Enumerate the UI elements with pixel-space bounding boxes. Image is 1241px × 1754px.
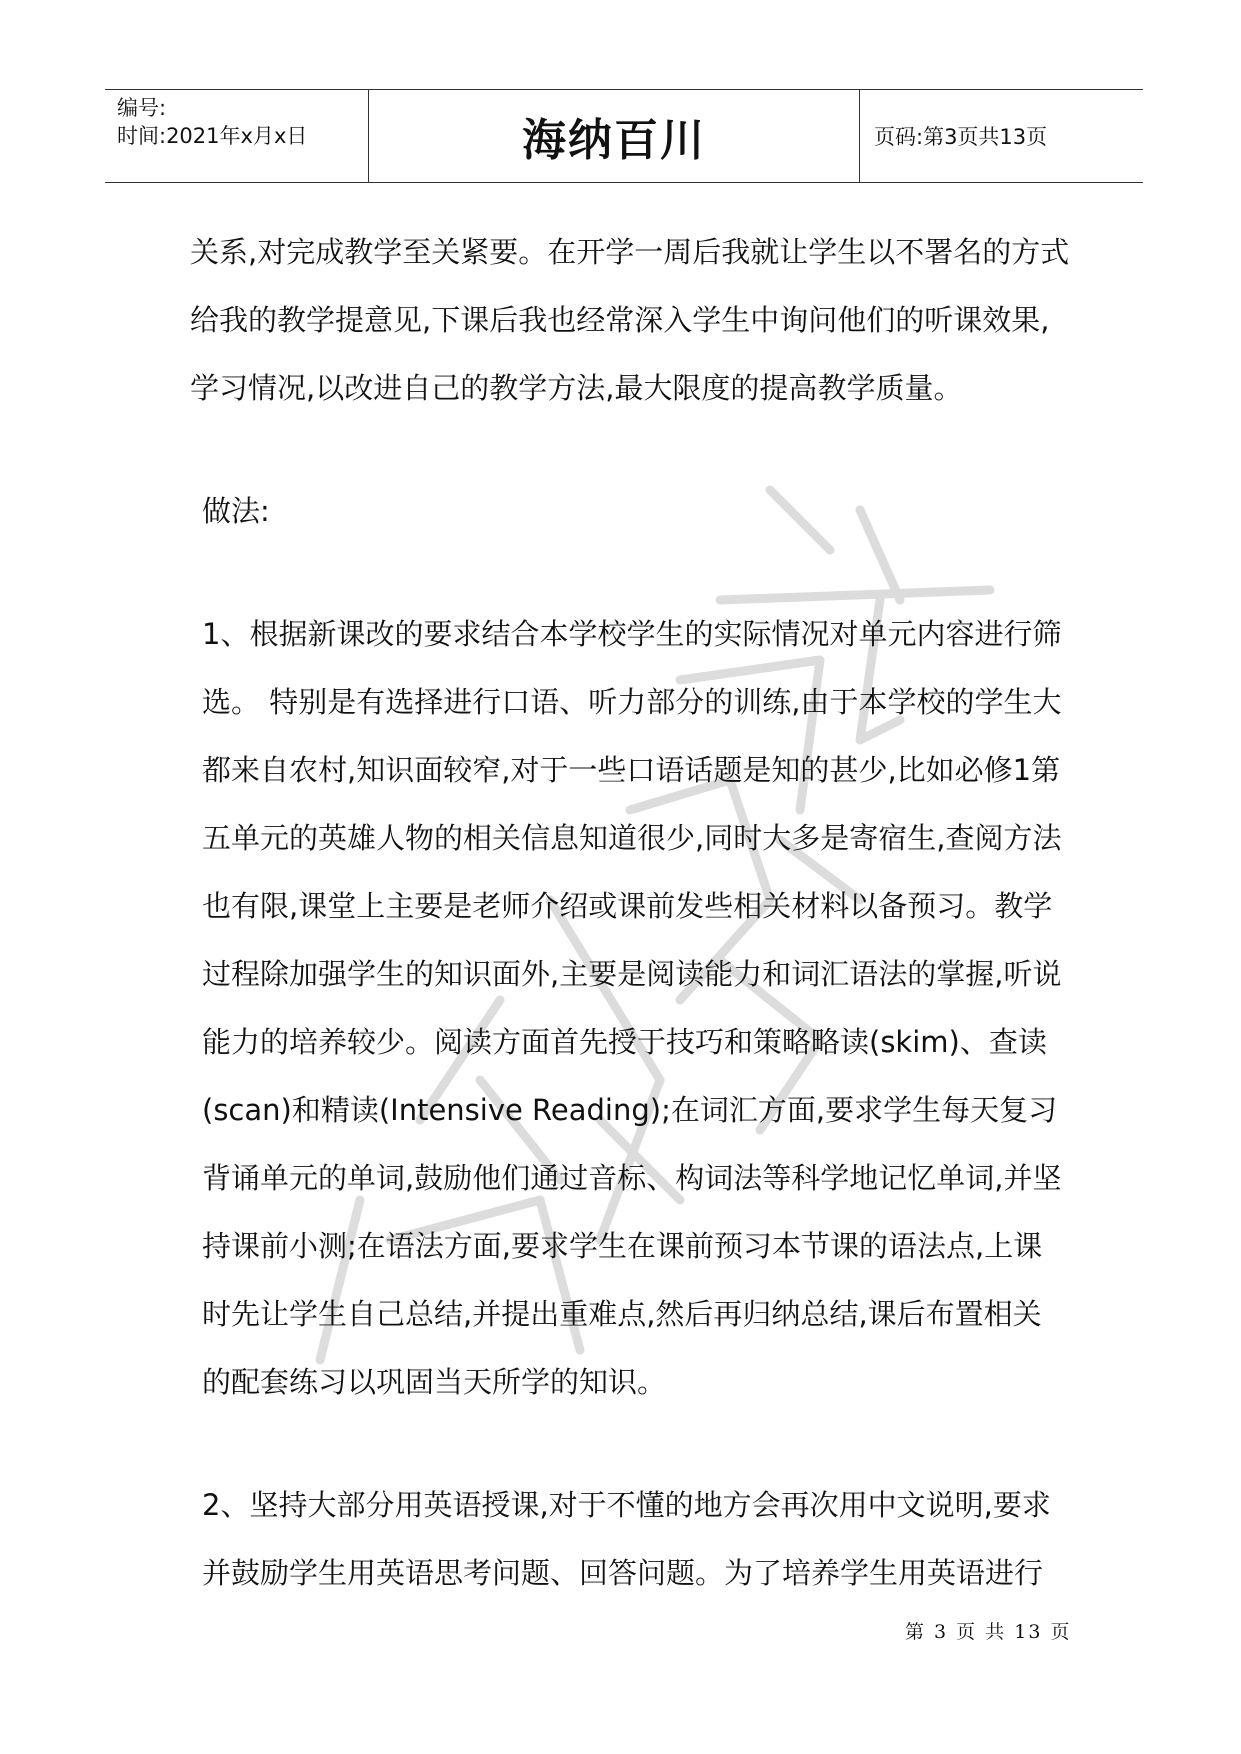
document-header [105,89,1143,183]
paragraph-method-2: 2、坚持大部分用英语授课,对于不懂的地方会再次用中文说明,要求并鼓励学生用英语思考问题、回答问题。为了培养学生用英语进行 [202,1488,1051,1590]
header-meta [105,90,369,182]
document-title: 海纳百川 [369,90,860,182]
method-heading: 做法: [202,494,270,528]
paragraph-method-1: 1、根据新课改的要求结合本学校学生的实际情况对单元内容进行筛选。 特别是有选择进行口语、听力部分的训练,由于本学校的学生大都来自农村,知识面较窄,对于一些口语话题是知的甚少,比如必修1第五单元的英雄人物的相关信息知道很少,同时大多是寄宿生,查阅方法也有限,课堂上主要是老师介绍或课前发些相关材料以备预习。教学过程除加强学生的知识面外,主要是阅读能力和词汇语法的掌握,听说能力的培养较少。阅读方面首先授于技巧和策略略读(skim)、查读(scan)和精读(Intensive Reading);在词汇方面,要求学生每天复习背诵单元的单词,鼓励他们通过音标、构词法等科学地记忆单词,并坚持课前小测;在语法方面,要求学生在课前预习本节课的语法点,上课时先让学生自己总结,并提出重难点,然后再归纳总结,课后布置相关的配套练习以巩固当天所学的知识。 [202,617,1062,1399]
header-page-label: 页码:第3页共13页 [874,125,1048,149]
document-body [190,218,1070,1607]
page-footer: 第 3 页 共 13 页 [905,1621,1072,1643]
document-time-label: 时间:2021年x月x日 [117,124,308,148]
document-number-label: 编号: [117,96,167,120]
paragraph-continuation: 关系,对完成教学至关紧要。在开学一周后我就让学生以不署名的方式给我的教学提意见,下课后我也经常深入学生中询问他们的听课效果,学习情况,以改进自己的教学方法,最大限度的提高教学质量。 [190,235,1070,405]
